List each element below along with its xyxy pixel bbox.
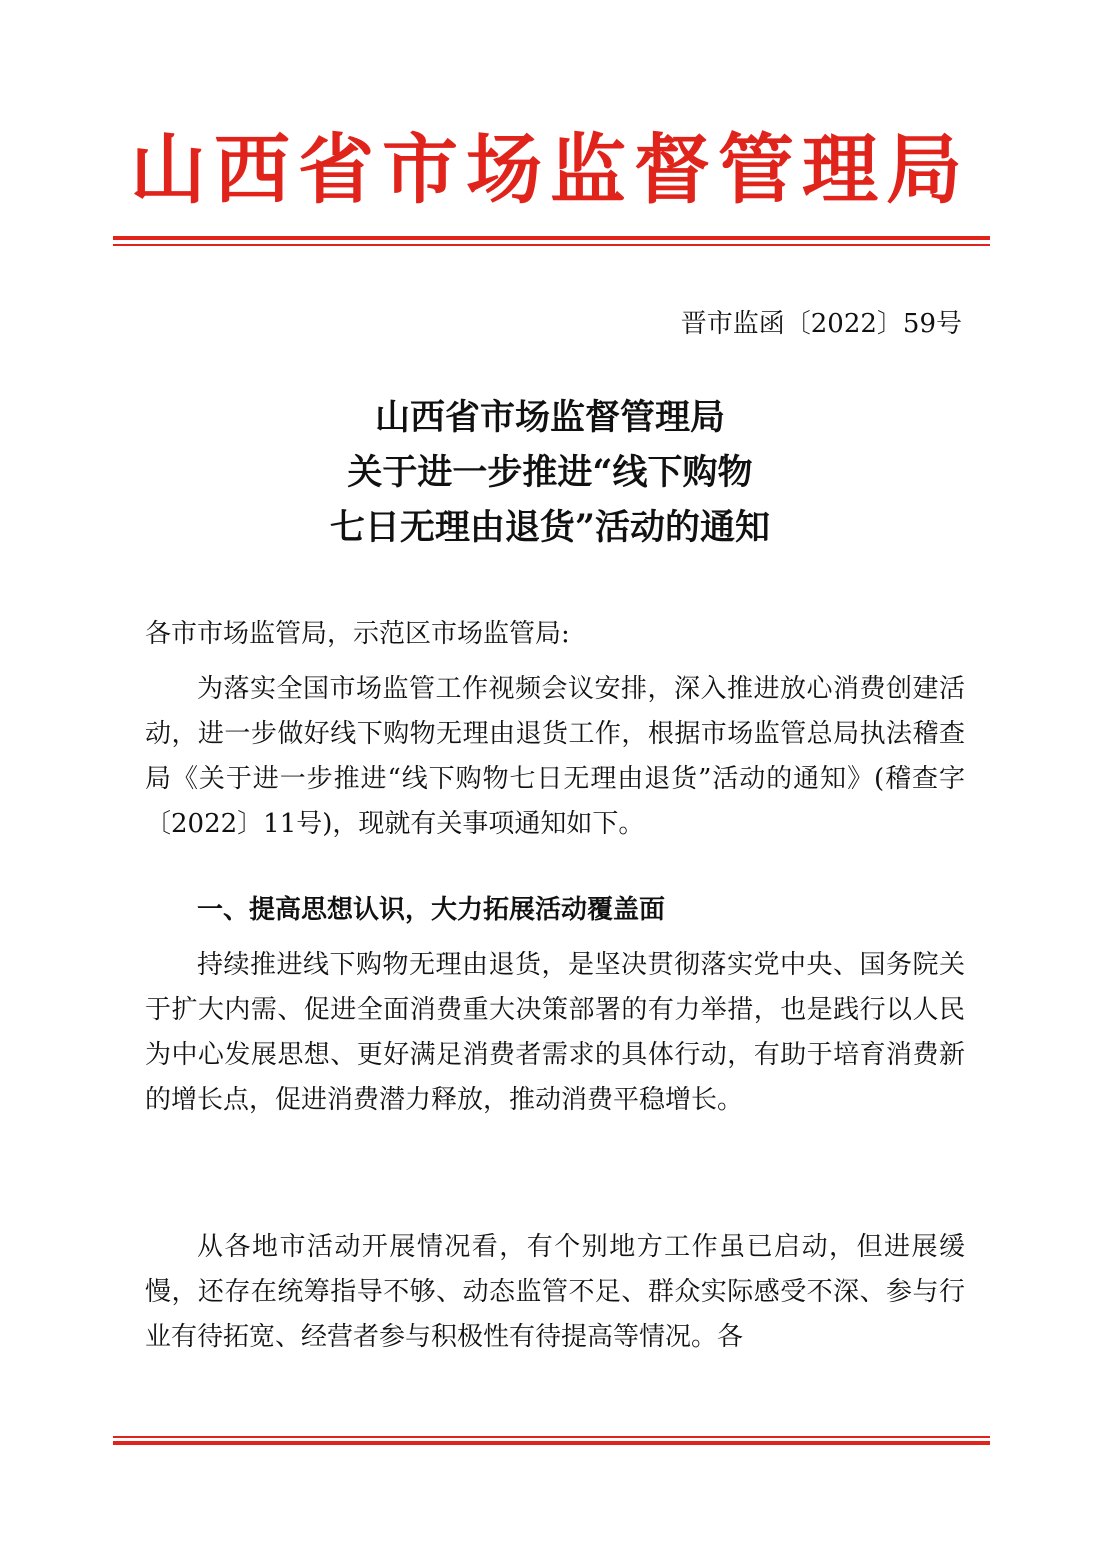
letterhead-divider-thin [113,244,990,246]
body-paragraph: 为落实全国市场监管工作视频会议安排，深入推进放心消费创建活动，进一步做好线下购物无理由退货工作，根据市场监管总局执法稽查局《关于进一步推进“线下购物七日无理由退货”活动的通知》(稽查字〔2022〕11号)，现就有关事项通知如下。 [145,674,965,839]
body-paragraph: 从各地市活动开展情况看，有个别地方工作虽已启动，但进展缓慢，还存在统筹指导不够、动态监管不足、群众实际感受不深、参与行业有待拓宽、经营者参与积极性有待提高等情况。各 [145,1232,965,1352]
document-number: 晋市监函〔2022〕59号 [680,309,962,339]
document-title [110,390,990,555]
footer-divider-thick [113,1441,990,1445]
salutation: 各市市场监管局，示范区市场监管局: [145,619,570,649]
footer-divider-thin [113,1436,990,1438]
letterhead-org-name: 山西省市场监督管理局 [130,125,970,214]
document-title-line: 关于进一步推进“线下购物 [347,452,753,493]
letterhead-divider-thick [113,236,990,240]
document-title-line: 山西省市场监督管理局 [374,397,725,438]
body-paragraph: 持续推进线下购物无理由退货，是坚决贯彻落实党中央、国务院关于扩大内需、促进全面消费重大决策部署的有力举措，也是践行以人民为中心发展思想、更好满足消费者需求的具体行动，有助于培育消费新的增长点，促进消费潜力释放，推动消费平稳增长。 [145,950,965,1115]
section-heading: 一、提高思想认识，大力拓展活动覆盖面 [197,895,666,925]
document-title-line: 七日无理由退货”活动的通知 [329,507,771,548]
